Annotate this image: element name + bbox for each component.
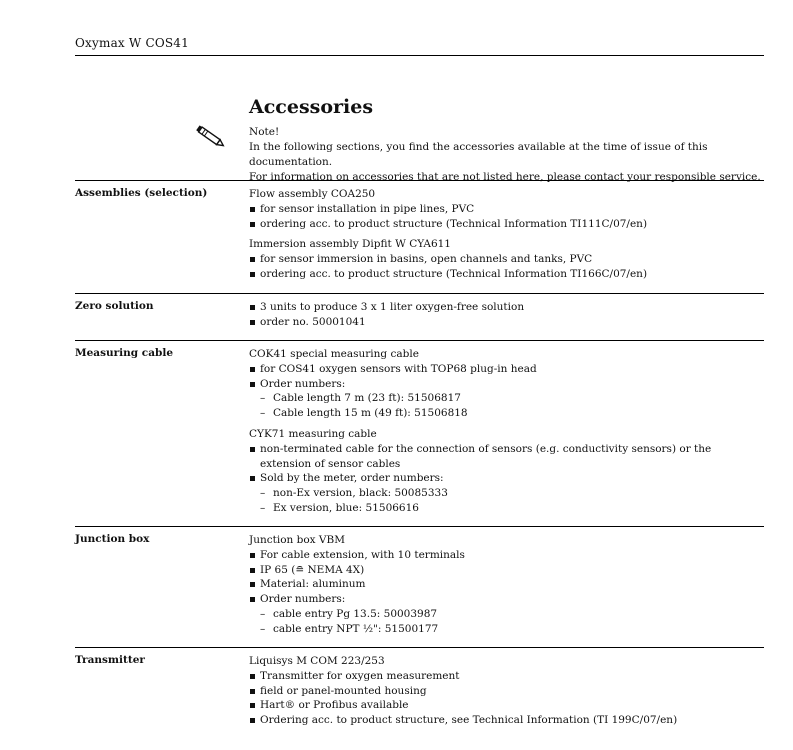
note-line: For information on accessories that are not listed here, please contact your responsible service. — [249, 171, 761, 183]
section-body-measuring-cable — [249, 347, 764, 516]
bullet-list — [249, 300, 764, 330]
dash-list — [249, 486, 764, 516]
section-body-zero-solution — [249, 300, 764, 330]
item-title: Junction box VBM — [249, 534, 345, 546]
list-item: non-terminated cable for the connection of sensors (e.g. conductivity sensors) or the extension of sensor cables — [249, 442, 764, 472]
section-rule — [75, 340, 764, 341]
item-title: Flow assembly COA250 — [249, 188, 376, 200]
pencil-icon — [194, 124, 228, 150]
section-label-transmitter: Transmitter — [75, 654, 145, 666]
bullet-list — [249, 548, 764, 607]
section-label-zero-solution: Zero solution — [75, 300, 154, 312]
note-block — [249, 125, 793, 185]
sub-item: – Cable length 15 m (49 ft): 51506818 — [260, 406, 764, 421]
list-item: for sensor installation in pipe lines, PVC — [249, 202, 764, 217]
sub-item: – cable entry Pg 13.5: 50003987 — [260, 607, 764, 622]
list-item: IP 65 (≘ NEMA 4X) — [249, 563, 764, 578]
list-item: Sold by the meter, order numbers: — [249, 471, 764, 486]
list-item-text: Order numbers: — [260, 377, 346, 390]
bullet-list — [249, 669, 764, 728]
header-rule — [75, 55, 764, 56]
list-item: order no. 50001041 — [249, 315, 764, 330]
section-rule — [75, 293, 764, 294]
list-item: For cable extension, with 10 terminals — [249, 548, 764, 563]
item-title: CYK71 measuring cable — [249, 427, 377, 440]
list-item: Ordering acc. to product structure, see Technical Information (TI 199C/07/en) — [249, 713, 764, 728]
sub-item: – non-Ex version, black: 50085333 — [260, 486, 764, 501]
list-item: for COS41 oxygen sensors with TOP68 plug-in head — [249, 362, 764, 377]
sub-item: – Cable length 7 m (23 ft): 51506817 — [260, 391, 764, 406]
sub-item: – cable entry NPT ½": 51500177 — [260, 622, 764, 637]
section-label-assemblies: Assemblies (selection) — [75, 187, 208, 199]
dash-list — [249, 607, 764, 637]
item-title: COK41 special measuring cable — [249, 348, 419, 360]
list-item: Material: aluminum — [249, 577, 764, 592]
list-item: Hart® or Profibus available — [249, 698, 764, 713]
sub-item: – Ex version, blue: 51506616 — [260, 501, 764, 516]
bullet-list — [249, 362, 764, 392]
section-label-junction-box: Junction box — [75, 533, 150, 545]
note-line: In the following sections, you find the accessories available at the time of issue of this documentation. — [249, 141, 708, 168]
item-title: Immersion assembly Dipfit W CYA611 — [249, 238, 451, 251]
list-item: Transmitter for oxygen measurement — [249, 669, 764, 684]
section-rule — [75, 526, 764, 527]
list-item: for sensor immersion in basins, open channels and tanks, PVC — [249, 252, 764, 267]
list-item: ordering acc. to product structure (Technical Information TI111C/07/en) — [249, 217, 764, 232]
list-item: Order numbers: — [249, 592, 764, 607]
note-label: Note! — [249, 126, 280, 138]
running-header: Oxymax W COS41 — [75, 36, 189, 50]
list-item: 3 units to produce 3 x 1 liter oxygen-free solution — [249, 300, 764, 315]
section-rule — [75, 180, 764, 181]
bullet-list — [249, 252, 764, 282]
list-item: ordering acc. to product structure (Technical Information TI166C/07/en) — [249, 267, 764, 282]
item-title: Liquisys M COM 223/253 — [249, 655, 385, 667]
section-body-transmitter — [249, 654, 764, 728]
bullet-list — [249, 442, 764, 486]
list-item — [249, 377, 764, 392]
list-item: field or panel-mounted housing — [249, 684, 764, 699]
bullet-list — [249, 202, 764, 232]
section-rule — [75, 647, 764, 648]
page-title: Accessories — [249, 96, 374, 118]
section-body-assemblies — [249, 187, 764, 282]
section-body-junction-box — [249, 533, 764, 637]
section-label-measuring-cable: Measuring cable — [75, 347, 174, 359]
dash-list — [249, 391, 764, 421]
